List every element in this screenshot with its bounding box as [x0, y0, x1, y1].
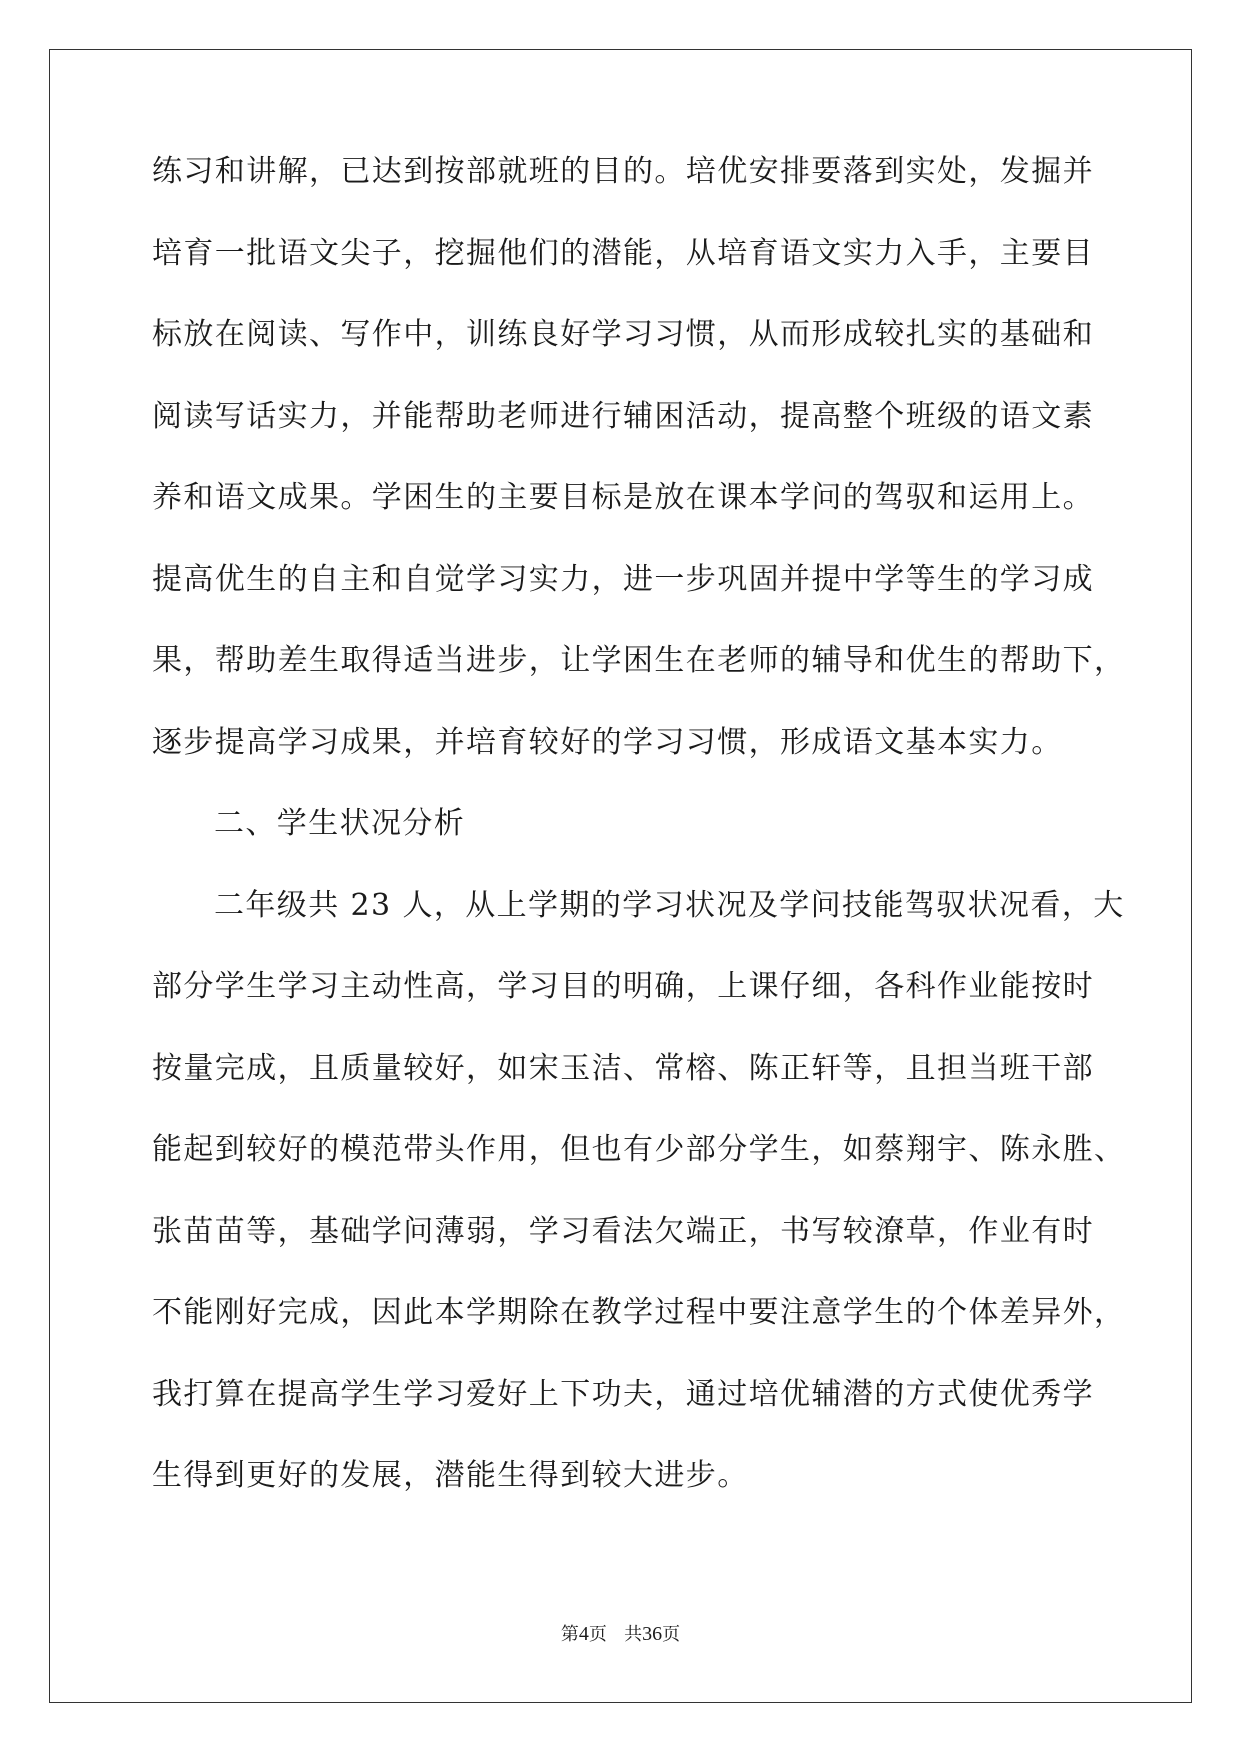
total-prefix: 共	[624, 1624, 643, 1645]
section-heading: 二、学生状况分析	[214, 806, 466, 841]
text-line: 阅读写话实力，并能帮助老师进行辅困活动，提高整个班级的语文素	[152, 398, 1094, 434]
text-line: 部分学生学习主动性高，学习目的明确，上课仔细，各科作业能按时	[152, 969, 1094, 1004]
document-body	[152, 154, 1132, 1543]
text-line: 逐步提高学习成果，并培育较好的学习习惯，形成语文基本实力。	[152, 724, 1063, 760]
text-line: 培育一批语文尖子，挖掘他们的潜能，从培育语文实力入手，主要目	[152, 235, 1094, 271]
total-suffix: 页	[662, 1624, 681, 1645]
text-line: 养和语文成果。学困生的主要目标是放在课本学问的驾驭和运用上。	[152, 480, 1094, 515]
text-line: 我打算在提高学生学习爱好上下功夫，通过培优辅潜的方式使优秀学	[152, 1376, 1094, 1412]
text-line: 张苗苗等，基础学问薄弱，学习看法欠端正，书写较潦草，作业有时	[152, 1213, 1094, 1249]
page-prefix: 第	[560, 1624, 579, 1645]
text-line: 练习和讲解，已达到按部就班的目的。培优安排要落到实处，发掘并	[152, 154, 1094, 189]
text-line: 能起到较好的模范带头作用，但也有少部分学生，如蔡翔宇、陈永胜、	[152, 1132, 1126, 1167]
total-pages: 36	[642, 1623, 663, 1645]
page-footer	[0, 1620, 1241, 1646]
text-line: 标放在阅读、写作中，训练良好学习习惯，从而形成较扎实的基础和	[152, 317, 1094, 352]
text-line: 二年级共 23 人，从上学期的学习状况及学问技能驾驭状况看，大	[214, 887, 1125, 923]
text-line: 不能刚好完成，因此本学期除在教学过程中要注意学生的个体差异外，	[152, 1295, 1126, 1330]
text-line: 提高优生的自主和自觉学习实力，进一步巩固并提中学等生的学习成	[152, 561, 1094, 597]
text-line: 生得到更好的发展，潜能生得到较大进步。	[152, 1458, 749, 1493]
page-suffix: 页	[588, 1624, 607, 1645]
page-number: 4	[578, 1623, 589, 1645]
text-line: 果，帮助差生取得适当进步，让学困生在老师的辅导和优生的帮助下，	[152, 643, 1126, 678]
text-line: 按量完成，且质量较好，如宋玉洁、常榕、陈正轩等，且担当班干部	[152, 1050, 1094, 1086]
